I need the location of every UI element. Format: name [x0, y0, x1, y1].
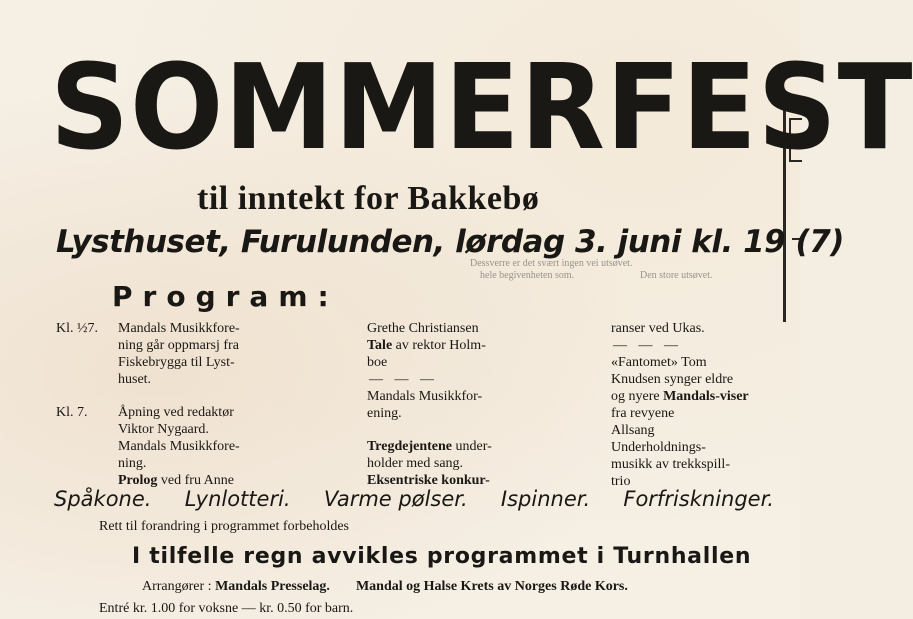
program-line: Underholdnings- — [611, 440, 706, 455]
program-line — [611, 388, 749, 405]
program-column-1 — [56, 320, 240, 489]
program-line — [367, 438, 492, 455]
title-letter: E — [681, 38, 758, 176]
organizers-line — [142, 579, 628, 595]
poster-title — [50, 38, 913, 176]
organizers-label: Arrangører : — [142, 579, 216, 594]
attraction-item: Lynlotteri. — [184, 487, 291, 511]
program-line: Eksentriske konkur- — [367, 473, 490, 488]
program-line: fra revyene — [611, 406, 675, 421]
performer-rest: under- — [452, 439, 492, 454]
program-line: Grethe Christiansen — [367, 321, 479, 336]
title-letter: E — [444, 38, 521, 176]
title-letter: T — [837, 38, 913, 176]
entry-price: Entré kr. 1.00 for voksne — kr. 0.50 for barn. — [99, 601, 354, 616]
program-line: Allsang — [611, 423, 655, 438]
organizer-name: Mandal og Halse Krets av Norges Røde Kors. — [355, 579, 628, 594]
prolog-label: Prolog — [118, 473, 158, 488]
title-letter: M — [224, 38, 335, 176]
program-line: Mandals Musikkfore- — [118, 321, 240, 336]
title-letter: F — [605, 38, 682, 176]
organizer-name: Mandals Presselag. — [215, 579, 330, 594]
songs-label: Mandals-viser — [663, 389, 749, 404]
attractions-line — [54, 487, 774, 511]
program-column-2 — [367, 320, 492, 489]
title-letter: O — [129, 38, 225, 176]
speech-rest: av rektor Holm- — [392, 338, 486, 353]
time-label: Kl. 7. — [56, 405, 88, 420]
program-line: Mandals Musikkfore- — [118, 439, 240, 454]
title-letter: M — [334, 38, 445, 176]
program-line: trio — [611, 474, 631, 489]
attraction-item: Ispinner. — [500, 487, 591, 511]
program-heading: Program: — [112, 280, 339, 313]
rain-notice: I tilfelle regn avvikles programmet i Turnhallen — [132, 544, 752, 569]
program-line: Knudsen synger eldre — [611, 372, 734, 387]
dash-separator: — — — — [369, 372, 438, 387]
bleed-through-text: Den store utsøvet. — [640, 270, 713, 281]
attraction-item: Varme pølser. — [323, 487, 468, 511]
program-line: ranser ved Ukas. — [611, 321, 705, 336]
program-line: Fiskebrygga til Lyst- — [118, 355, 235, 370]
program-line: boe — [367, 355, 388, 370]
program-line: huset. — [118, 372, 152, 387]
program-line-part: og nyere — [611, 389, 664, 404]
program-line: ning går oppmarsj fra — [118, 338, 239, 353]
program-line: ening. — [367, 406, 402, 421]
bleed-through-text: hele begivenheten som. — [480, 270, 575, 281]
bleed-through-text: Dessverre er det svært ingen vei utsøvet. — [470, 258, 633, 269]
venue-date-line: Lysthuset, Furulunden, lørdag 3. juni kl. 19 (7) — [56, 224, 844, 260]
program-line: holder med sang. — [367, 456, 464, 471]
attraction-item: Forfriskninger. — [623, 487, 774, 511]
speech-label: Tale — [367, 338, 393, 353]
title-letter: R — [520, 38, 606, 176]
program-line: «Fantomet» Tom — [611, 355, 707, 370]
attraction-item: Spåkone. — [54, 487, 152, 511]
program-column-3 — [611, 320, 749, 490]
prolog-rest: ved fru Anne — [157, 473, 234, 488]
program-line — [367, 337, 492, 354]
program-line: Viktor Nygaard. — [118, 422, 209, 437]
title-letter: S — [50, 38, 130, 176]
subtitle: til inntekt for Bakkebø — [197, 180, 540, 217]
program-line: ning. — [118, 456, 147, 471]
performer-label: Tregdejentene — [367, 439, 453, 454]
reservation-note: Rett til forandring i programmet forbeholdes — [99, 519, 349, 534]
dash-separator: — — — — [613, 338, 682, 353]
program-line: Åpning ved redaktør — [118, 405, 234, 420]
time-label: Kl. ½7. — [56, 321, 98, 336]
title-letter: S — [757, 38, 838, 176]
program-line: musikk av trekkspill- — [611, 457, 730, 472]
program-line: Mandals Musikkfor- — [367, 389, 483, 404]
